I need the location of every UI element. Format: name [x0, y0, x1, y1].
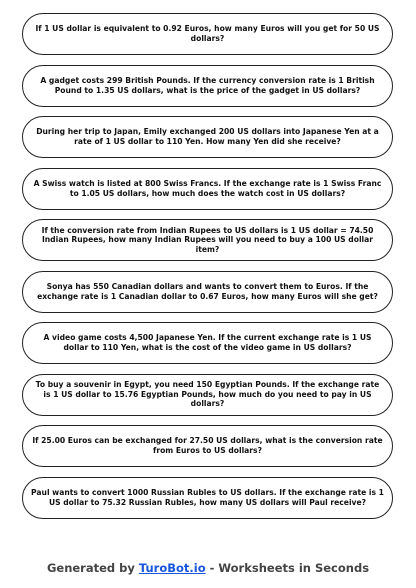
question-card-3 [22, 116, 393, 158]
question-card-7 [22, 322, 393, 364]
question-card-2 [22, 65, 393, 107]
question-text: A video game costs 4,500 Japanese Yen. If the current exchange rate is 1 US dollar to 110 Yen, what is the cost of the video game in US dollars? [43, 333, 372, 352]
question-text: A Swiss watch is listed at 800 Swiss Francs. If the exchange rate is 1 Swiss Franc to 1.05 US dollars, how much does the watch cost in US dollars? [33, 178, 382, 198]
question-text: If 25.00 Euros can be exchanged for 27.50 US dollars, what is the conversion rate from Euros to US dollars? [32, 436, 383, 455]
question-text: Sonya has 550 Canadian dollars and wants to convert them to Euros. If the exchange rate is 1 Canadian dollar to 0.67 Euros, how many Euros will she get? [37, 281, 378, 301]
question-text: A gadget costs 299 British Pounds. If the currency conversion rate is 1 British Pound to 1.35 US dollars, what is the price of the gadget in US dollars? [40, 75, 375, 95]
footer [0, 561, 416, 575]
question-text: If 1 US dollar is equivalent to 0.92 Euros, how many Euros will you get for 50 US dollars? [35, 24, 380, 43]
question-text: If the conversion rate from Indian Rupees to US dollars is 1 US dollar = 74.50 Indian Rupees, how many Indian Rupees will you need to buy a 100 US dollar item? [41, 225, 374, 254]
footer-suffix: - Worksheets in Seconds [205, 561, 370, 575]
question-list [22, 13, 393, 528]
question-card-9 [22, 425, 393, 467]
question-card-4 [22, 168, 393, 210]
question-text: During her trip to Japan, Emily exchanged 200 US dollars into Japanese Yen at a rate of 1 US dollar to 110 Yen. How many Yen did she receive? [36, 127, 379, 146]
footer-prefix: Generated by [46, 561, 139, 575]
question-card-10 [22, 477, 393, 519]
question-card-1 [22, 13, 393, 55]
question-text: To buy a souvenir in Egypt, you need 150 Egyptian Pounds. If the exchange rate is 1 US dollar to 15.76 Egyptian Pounds, how much do you need to pay in US dollars? [35, 380, 380, 409]
turobot-link[interactable]: TuroBot.io [138, 561, 206, 575]
question-card-5 [22, 219, 393, 261]
question-text: Paul wants to convert 1000 Russian Rubles to US dollars. If the exchange rate is 1 US dollar to 75.32 Russian Rubles, how many US dollars will Paul receive? [31, 487, 384, 507]
question-card-6 [22, 271, 393, 313]
question-card-8 [22, 374, 393, 416]
